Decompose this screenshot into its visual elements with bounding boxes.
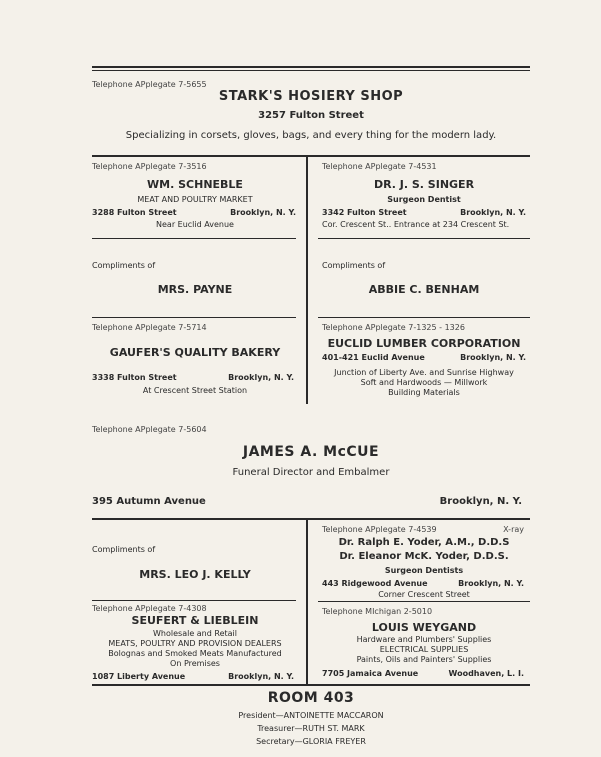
yoder-city: Brooklyn, N. Y. [458,579,524,588]
singer-telephone: Telephone APplegate 7-4531 [322,162,437,171]
top-rule [92,66,530,68]
weygand-telephone: Telephone MIchigan 2-5010 [322,607,433,616]
benham-compliments: Compliments of [322,261,386,270]
schneble-street: 3288 Fulton Street [92,208,177,217]
room-title: ROOM 403 [267,690,355,706]
singer-note: Cor. Crescent St.. Entrance at 234 Crescent St. [322,220,510,229]
singer-name: DR. J. S. SINGER [373,178,475,191]
gaufer-city: Brooklyn, N. Y. [228,373,294,382]
singer-rule [318,238,530,239]
schneble-rule [92,238,296,239]
euclid-telephone: Telephone APplegate 7-1325 - 1326 [322,323,465,332]
weygand-line1: Hardware and Plumbers' Supplies [356,635,492,644]
mccue-city: Brooklyn, N. Y. [439,496,522,507]
mccue-name: JAMES A. McCUE [242,444,380,460]
singer-street: 3342 Fulton Street [322,208,407,217]
rule-1 [92,155,530,157]
seufert-line3: Bolognas and Smoked Meats Manufactured [108,649,282,658]
yoder-rule [318,601,530,602]
euclid-name: EUCLID LUMBER CORPORATION [327,337,521,350]
schneble-note: Near Euclid Avenue [156,220,234,229]
payne-rule [92,317,296,318]
starks-address: 3257 Fulton Street [258,110,364,121]
starks-tagline: Specializing in corsets, gloves, bags, and every thing for the modern lady. [125,130,497,141]
room-treasurer: Treasurer—RUTH ST. MARK [257,724,365,733]
schneble-telephone: Telephone APplegate 7-3516 [92,162,207,171]
seufert-street: 1087 Liberty Avenue [92,672,186,681]
kelly-rule [92,600,296,601]
seufert-name: SEUFERT & LIEBLEIN [131,614,259,627]
room-president: President—ANTOINETTE MACCARON [238,711,384,720]
mccue-rule [92,518,530,520]
schneble-city: Brooklyn, N. Y. [230,208,296,217]
schneble-name: WM. SCHNEBLE [147,178,243,191]
yoder-name1: Dr. Ralph E. Yoder, A.M., D.D.S [338,537,510,548]
starks-telephone: Telephone APplegate 7-5655 [92,80,207,89]
yoder-telephone: Telephone APplegate 7-4539 [322,525,437,534]
seufert-line4: On Premises [170,659,220,668]
euclid-line1: Junction of Liberty Ave. and Sunrise Highway [334,368,514,377]
vertical-divider-upper [306,156,308,404]
yoder-xray: X-ray [503,525,524,534]
seufert-line2: MEATS, POULTRY AND PROVISION DEALERS [108,639,282,648]
gaufer-note: At Crescent Street Station [142,386,248,395]
schneble-business: MEAT AND POULTRY MARKET [137,195,253,204]
euclid-line2: Soft and Hardwoods — Millwork [360,378,488,387]
euclid-street: 401-421 Euclid Avenue [322,353,425,362]
yoder-note: Corner Crescent Street [378,590,470,599]
euclid-line3: Building Materials [388,388,460,397]
seufert-city: Brooklyn, N. Y. [228,672,294,681]
vertical-divider-lower [306,519,308,685]
top-rule-thin [92,70,530,71]
yoder-street: 443 Ridgewood Avenue [322,579,428,588]
mccue-telephone: Telephone APplegate 7-5604 [92,425,207,434]
kelly-name: MRS. LEO J. KELLY [139,568,251,581]
gaufer-telephone: Telephone APplegate 7-5714 [92,323,207,332]
benham-rule [318,317,530,318]
kelly-compliments: Compliments of [92,545,156,554]
weygand-city: Woodhaven, L. I. [448,669,524,678]
mccue-street: 395 Autumn Avenue [92,496,206,507]
singer-title: Surgeon Dentist [387,195,461,204]
gaufer-name: GAUFER'S QUALITY BAKERY [109,346,281,359]
weygand-line3: Paints, Oils and Painters' Supplies [356,655,492,664]
weygand-street: 7705 Jamaica Avenue [322,669,419,678]
yoder-name2: Dr. Eleanor McK. Yoder, D.D.S. [339,551,509,562]
benham-name: ABBIE C. BENHAM [368,283,480,296]
yoder-title: Surgeon Dentists [384,566,464,575]
starks-name: STARK'S HOSIERY SHOP [218,89,404,104]
payne-compliments: Compliments of [92,261,156,270]
weygand-name: LOUIS WEYGAND [371,621,477,634]
euclid-city: Brooklyn, N. Y. [460,353,526,362]
singer-city: Brooklyn, N. Y. [460,208,526,217]
room-secretary: Secretary—GLORIA FREYER [256,737,366,746]
mccue-title: Funeral Director and Embalmer [232,467,390,478]
gaufer-street: 3338 Fulton Street [92,373,177,382]
seufert-telephone: Telephone APplegate 7-4308 [92,604,207,613]
bottom-rule [92,684,530,686]
weygand-line2: ELECTRICAL SUPPLIES [379,645,469,654]
payne-name: MRS. PAYNE [157,283,233,296]
seufert-line1: Wholesale and Retail [153,629,237,638]
